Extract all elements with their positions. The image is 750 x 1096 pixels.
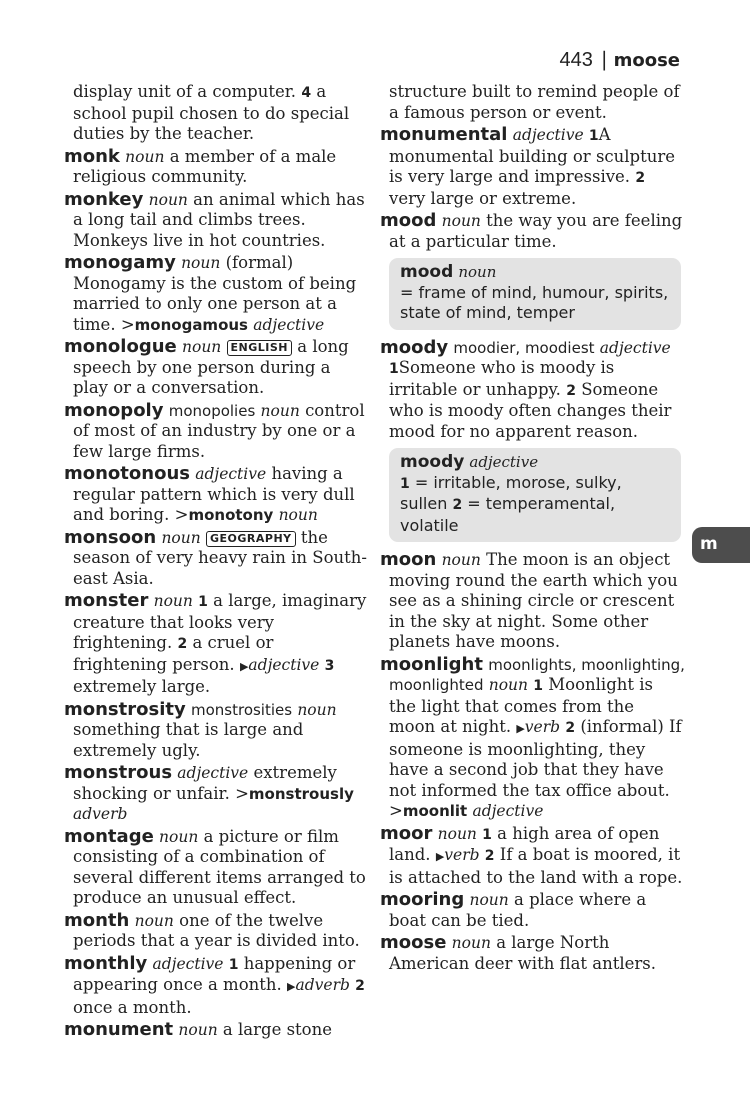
headword: monstrous [64,762,173,783]
entry-monument: monument noun a large stone [64,1019,333,1040]
entry-moody: moody moodier, moodiest adjective 1Someone who is moody is irritable or unhappy. 2 Someone who is moody often changes their mood for no apparent reason. [380,336,672,441]
headword: monumental [380,124,508,145]
entry-monogamy: monogamy noun (formal) Monogamy is the custom of being married to only one person at a time. >monogamous adjective [64,252,357,334]
synonym-headword: mood [400,262,454,282]
entry-continued: structure built to remind people of a famous person or event. [389,82,680,122]
synonym-headword: moody [400,452,465,472]
synonym-list: 1 = irritable, morose, sulky, sullen 2 = temperamental, volatile [400,472,622,535]
entry-moose: moose noun a large North American deer with flat antlers. [380,932,657,973]
entry-montage: montage noun a picture or film consisting of a combination of several different items arranged to produce an unusual effect. [64,825,366,907]
synonym-list: = frame of mind, humour, spirits, state of mind, temper [400,282,669,322]
page-header [559,46,680,74]
entry-month: month noun one of the twelve periods that a year is divided into. [64,909,360,950]
entry-monkey: monkey noun an animal which has a long tail and climbs trees. Monkeys live in hot countries. [64,188,365,250]
headword: moody [380,336,449,358]
triangle-marker-icon: ▶ [239,659,249,673]
entry-continued: display unit of a computer. 4 a school pupil chosen to do special duties by the teacher. [73,82,350,143]
letter-thumb-tab: m [692,527,750,563]
headword: month [64,909,130,931]
column-right [380,82,685,976]
headword: monument [64,1019,174,1040]
headword: monster [64,590,149,611]
subject-label: GEOGRAPHY [206,531,296,547]
headword: mood [380,210,437,231]
entry-monotonous: monotonous adjective having a regular pattern which is very dull and boring. >monotony noun [64,463,355,524]
headword: monthly [64,952,148,974]
entry-moor: moor noun 1 a high area of open land. ▶verb 2 If a boat is moored, it is attached to the land with a rope. [380,822,683,887]
entry-moonlight: moonlight moonlights, moonlighting, moonlighted noun 1 Moonlight is the light that comes from the moon at night. ▶verb 2 (informal) If someone is moonlighting, they have a second job that they have not informed the tax office about. >moonlit adjective [380,653,685,820]
header-separator: | [600,47,608,71]
headword: montage [64,825,154,847]
headword: moose [380,932,447,953]
triangle-marker-icon: ▶ [435,850,445,863]
entry-mood: mood noun the way you are feeling at a particular time. [380,210,683,251]
synonym-box-mood: mood noun = frame of mind, humour, spirits, state of mind, temper [389,258,681,330]
entry-monthly: monthly adjective 1 happening or appearing once a month. ▶adverb 2 once a month. [64,952,365,1017]
triangle-marker-icon: ▶ [516,722,525,735]
headword: moonlight [380,653,483,675]
entry-monopoly: monopoly monopolies noun control of most of an industry by one or a few large firms. [64,399,365,461]
headword: moor [380,822,433,844]
subject-label: ENGLISH [227,340,292,356]
headword: monsoon [64,526,157,548]
entry-monk: monk noun a member of a male religious community. [64,145,337,186]
headword: monotonous [64,463,190,484]
headword: monopoly [64,399,164,421]
entry-monumental: monumental adjective 1A monumental building or sculpture is very large and impressive. 2 very large or extreme. [380,124,676,208]
entry-monstrosity: monstrosity monstrosities noun something that is large and extremely ugly. [64,698,337,760]
guide-word: moose [613,50,680,71]
entry-monologue: monologue noun ENGLISH a long speech by one person during a play or a conversation. [64,336,349,397]
triangle-marker-icon: ▶ [287,980,296,993]
page-number: 443 [559,49,593,71]
entry-monsoon: monsoon noun GEOGRAPHY the season of very heavy rain in South-east Asia. [64,526,368,588]
headword: monk [64,145,120,167]
headword: monstrosity [64,698,186,720]
headword: moon [380,549,437,570]
entry-moon: moon noun The moon is an object moving round the earth which you see as a shining circle or crescent in the sky at night. Some other planets have moons. [380,549,678,651]
synonym-box-moody: moody adjective 1 = irritable, morose, sulky, sullen 2 = temperamental, volatile [389,448,681,542]
headword: mooring [380,889,465,910]
headword: monologue [64,336,177,357]
headword: monkey [64,188,144,210]
column-left [64,82,369,1043]
headword: monogamy [64,252,176,273]
entry-monstrous: monstrous adjective extremely shocking or unfair. >monstrously adverb [64,762,354,823]
entry-mooring: mooring noun a place where a boat can be tied. [380,889,647,930]
entry-monster: monster noun 1 a large, imaginary creature that looks very frightening. 2 a cruel or frightening person. ▶adjective 3 extremely large. [64,590,367,696]
